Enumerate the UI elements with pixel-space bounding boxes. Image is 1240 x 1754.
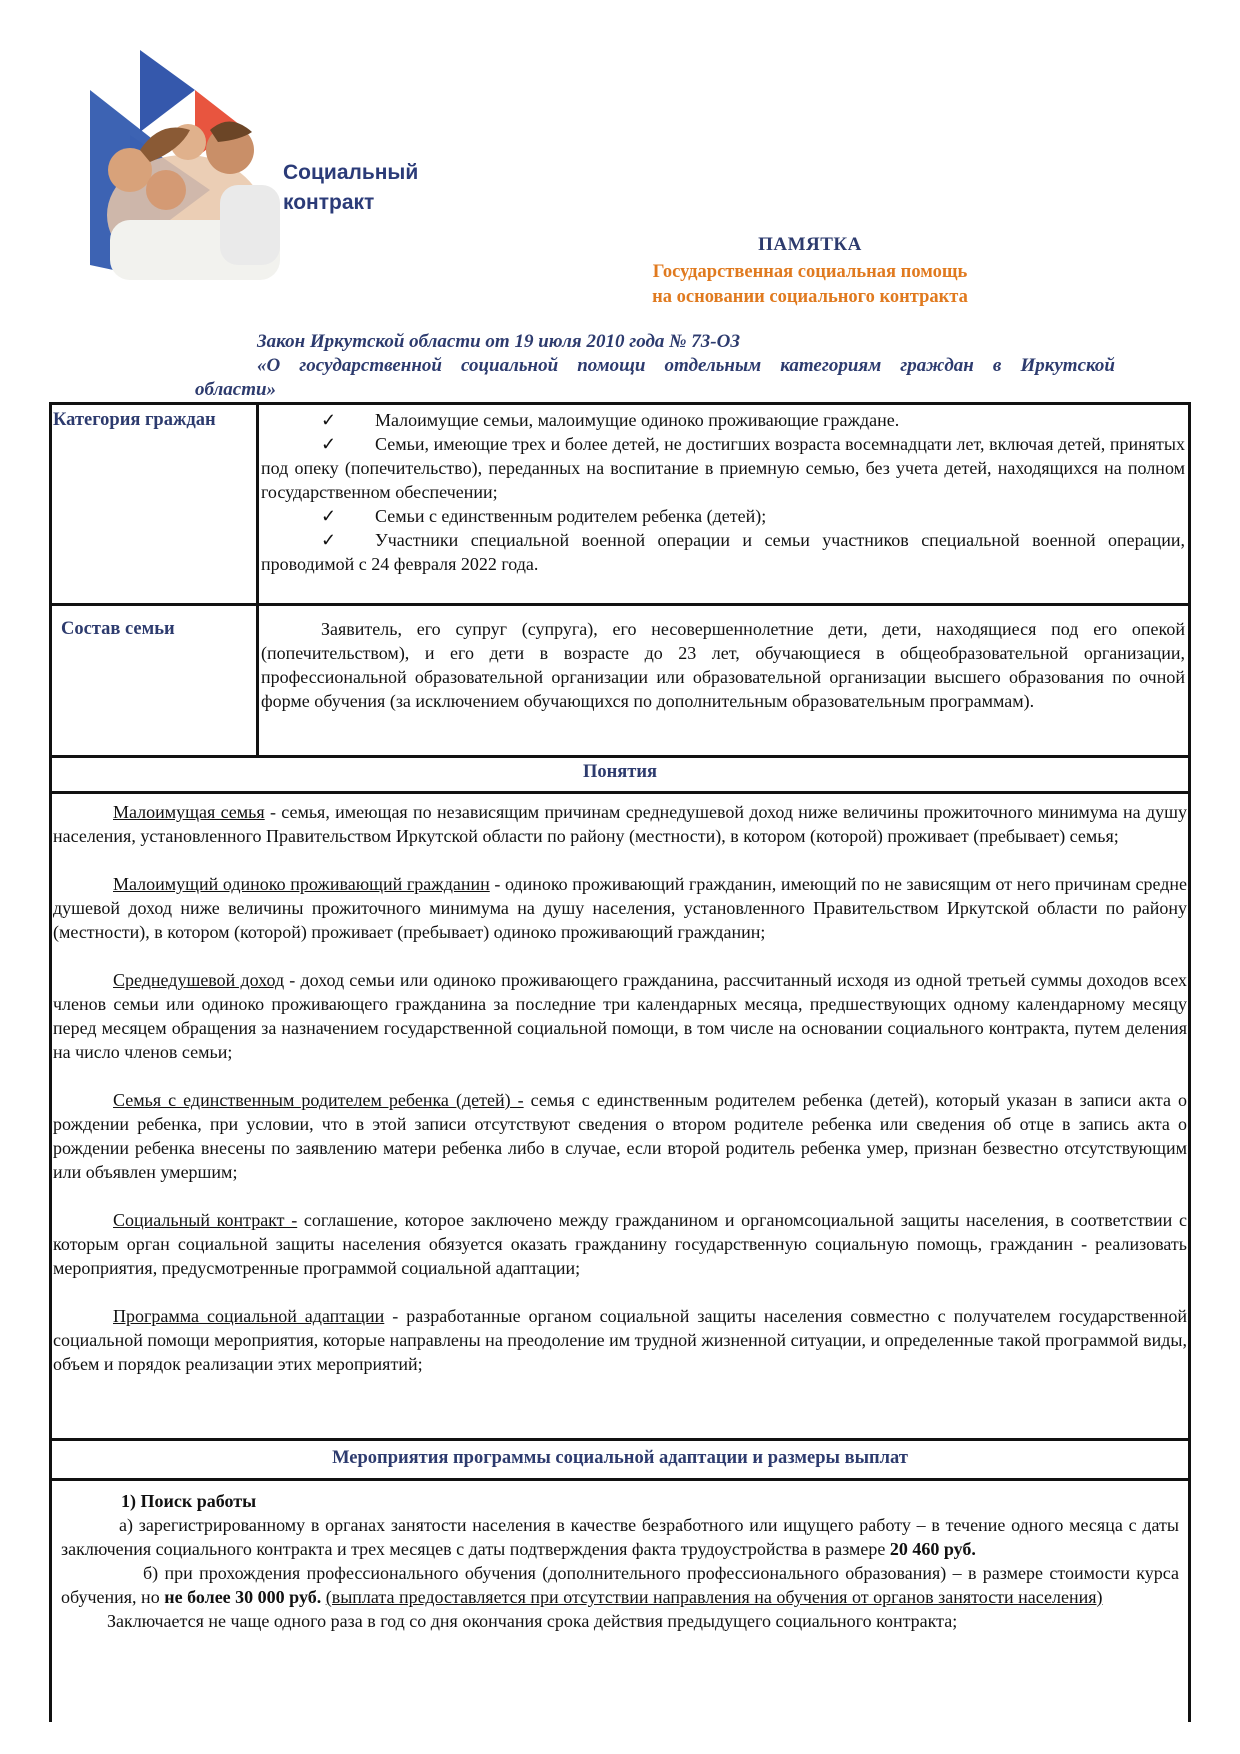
list-item: Малоимущая семья - семья, имеющая по независящим причинам среднедушевой доход ниже величины прожиточного минимума на душу населения, установленного Правительством Иркутской области по району (местности), в котором (которой) проживает (пребывает) семья; <box>53 802 1187 846</box>
rule <box>1188 402 1191 1722</box>
law-reference <box>195 330 1115 402</box>
checkmark-icon: ✓ <box>321 506 337 526</box>
amount: 20 460 руб. <box>889 1539 976 1559</box>
rule <box>49 1478 1191 1481</box>
checkmark-icon: ✓ <box>321 410 337 430</box>
list-item: ✓ Семьи с единственным родителем ребенка (детей); <box>261 504 1185 528</box>
measures-heading: Мероприятия программы социальной адаптации и размеры выплат <box>332 1448 908 1468</box>
law-line-2: «О государственной социальной помощи отдельным категориям граждан в Иркутской <box>257 355 1115 376</box>
rule <box>49 402 52 1722</box>
measure-a: а) зарегистрированному в органах занятости населения в качестве безработного или ищущего работу – в течение одного месяца с даты заключения социального контракта и трех месяцев с даты подтверждения факта трудоустройства в размере 20 460 руб. <box>61 1515 1179 1559</box>
measure-note: (выплата предоставляется при отсутствии направления на обучения от органов занятости населения) <box>325 1587 1103 1607</box>
list-item: ✓ Участники специальной военной операции и семьи участников специальной военной операции, проводимой с 24 февраля 2022 года. <box>261 530 1185 574</box>
list-item: Среднедушевой доход - доход семьи или одиноко проживающего гражданина, рассчитанный исходя из одной третьей суммы доходов всех членов семьи или одиноко проживающего гражданина за последние три календарных месяца, предшествующих одному календарному месяцу перед месяцем обращения за назначением государственной социальной помощи, в том числе на основании социального контракта, путем деления на число членов семьи; <box>53 970 1187 1062</box>
measure-b: б) при прохождения профессионального обучения (дополнительного профессионального образования) – в размере стоимости курса обучения, но не более 30 000 руб. (выплата предоставляется при отсутствии направления на обучения от органов занятости населения) <box>61 1563 1179 1607</box>
rule <box>49 1438 1191 1441</box>
rule <box>49 791 1191 794</box>
list-item: ✓ Семьи, имеющие трех и более детей, не достигших возраста восемнадцати лет, включая детей, принятых под опеку (попечительство), переданных на воспитание в приемную семью, без учета детей, находящихся на полном государственном обеспечении; <box>261 434 1185 502</box>
amount: не более 30 000 руб. <box>164 1587 322 1607</box>
list-item: Малоимущий одиноко проживающий гражданин - одиноко проживающий гражданин, имеющий по не зависящим от него причинам средне душевой доход ниже величины прожиточного минимума на душу населения, установленного Правительством Иркутской области по району (местности), в котором (которой) проживает (пребывает) одиноко проживающий гражданин; <box>53 874 1187 942</box>
content-frame <box>49 402 1191 1722</box>
rule <box>49 755 1191 758</box>
memo-title: ПАМЯТКА <box>758 234 862 255</box>
checkmark-icon: ✓ <box>321 530 337 550</box>
logo-text <box>283 158 418 218</box>
law-line-1: Закон Иркутской области от 19 июля 2010 года № 73-ОЗ <box>257 331 741 352</box>
list-item: Семья с единственным родителем ребенка (детей) - семья с единственным родителем ребенка (детей), который указан в записи акта о рождении ребенка, при условии, что в этой записи отсутствуют сведения о втором родителе ребенка или сведения об отце в запись акта о рождении ребенка внесены по заявлению матери ребенка либо в случае, если второй родитель ребенка умер, признан безвестно отсутствующим или объявлен умершим; <box>53 1090 1187 1182</box>
measure-title: 1) Поиск работы <box>121 1491 257 1511</box>
checkmark-icon: ✓ <box>321 434 337 454</box>
logo-line-2: контракт <box>283 191 375 214</box>
logo <box>70 50 450 300</box>
family-text: Заявитель, его супруг (супруга), его несовершеннолетние дети, дети, находящиеся под его опекой (попечительством), и его дети в возрасте до 23 лет, обучающиеся в общеобразовательной организации, профессиональной образовательной организации или образовательной организации высшего образования по очной форме обучения (за исключением обучающихся по дополнительным образовательным программам). <box>261 619 1185 711</box>
family-label: Состав семьи <box>61 619 175 639</box>
concepts-heading: Понятия <box>582 762 658 782</box>
categories-list <box>261 408 1185 576</box>
memo-subtitle-line-1: Государственная социальная помощь <box>652 262 968 282</box>
logo-line-1: Социальный <box>283 161 419 184</box>
memo-subtitle <box>570 260 1050 310</box>
concepts-list <box>53 800 1187 1400</box>
measures-content <box>61 1489 1179 1633</box>
list-item: Социальный контракт - соглашение, которое заключено между гражданином и органомсоциальной защиты населения, в соответствии с которым орган социальной защиты населения обязуется оказать гражданину государственную социальную помощь, гражданин - реализовать мероприятия, предусмотренные программой социальной адаптации; <box>53 1210 1187 1278</box>
list-item: Программа социальной адаптации - разработанные органом социальной защиты населения совместно с получателем государственной социальной помощи мероприятия, которые направлены на преодоление им трудной жизненной ситуации, и определенные такой программой виды, объем и порядок реализации этих мероприятий; <box>53 1306 1187 1374</box>
rule <box>49 402 1191 405</box>
law-line-3: области» <box>195 379 277 400</box>
measure-frequency: Заключается не чаще одного раза в год со дня окончания срока действия предыдущего социального контракта; <box>107 1611 958 1631</box>
categories-label: Категория граждан <box>53 410 216 430</box>
list-item: ✓ Малоимущие семьи, малоимущие одиноко проживающие граждане. <box>261 408 1185 432</box>
rule <box>49 603 1191 606</box>
memo-subtitle-line-2: на основании социального контракта <box>652 287 968 307</box>
rule <box>256 402 259 755</box>
